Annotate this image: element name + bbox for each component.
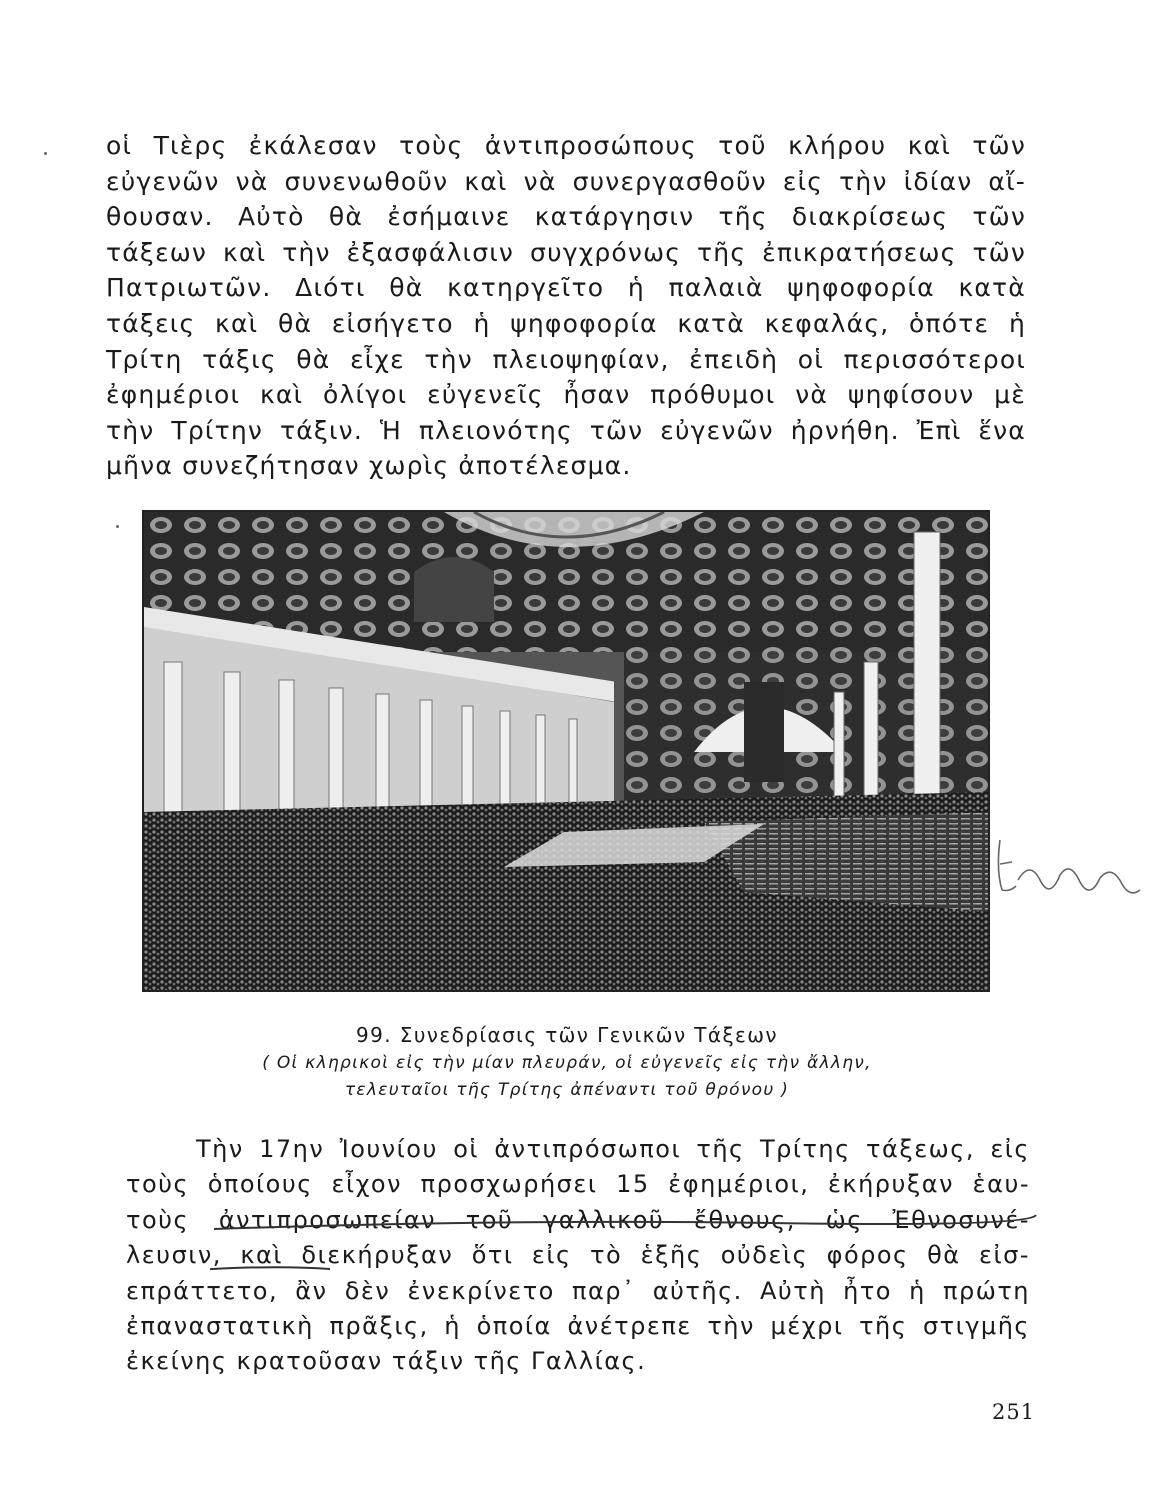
margin-note-drawing	[990, 820, 1150, 930]
text-line: Πατριωτῶν. Διότι θὰ κατηργεῖτο ἡ παλαιὰ ψηφοφορία κατὰ	[106, 273, 1026, 303]
text-line: τάξεις καὶ θὰ εἰσήγετο ἡ ψηφοφορία κατὰ κεφαλάς, ὁπότε ἡ	[106, 308, 1026, 338]
text-line: τὴν Τρίτην τάξιν. Ἡ πλειονότης τῶν εὐγενῶν ἠρνήθη. Ἐπὶ ἕνα	[106, 415, 1026, 445]
text-line: ἐπαναστατικὴ πρᾶξις, ἡ ὁποία ἀνέτρεπε τὴν μέχρι τῆς στιγμῆς	[126, 1312, 1030, 1341]
text-line: Τρίτη τάξις θὰ εἶχε τὴν πλειοψηφίαν, ἐπειδὴ οἱ περισσότεροι	[106, 344, 1026, 374]
caption-line: τελευταῖοι τῆς Τρίτης ἀπέναντι τοῦ θρόνου )	[344, 1080, 790, 1100]
text-line: τοὺς ὁποίους εἶχον προσχωρήσει 15 ἐφημέριοι, ἐκήρυξαν ἑαυ-	[126, 1170, 1030, 1199]
text-line: τοὺς ἀντιπροσωπείαν τοῦ γαλλικοῦ ἔθνους, ὡς Ἐθνοσυνέ-	[126, 1205, 1030, 1234]
paragraph-2	[126, 1132, 1030, 1380]
text-line: θουσαν. Αὐτὸ θὰ ἐσήμαινε κατάργησιν τῆς διακρίσεως τῶν	[106, 202, 1026, 232]
figure-caption	[142, 1020, 992, 1104]
engraving-estates-general	[142, 510, 990, 992]
text-line: ἐφημέριοι καὶ ὀλίγοι εὐγενεῖς ἦσαν πρόθυμοι νὰ ψηφίσουν μὲ	[106, 380, 1026, 410]
text-line: επράττετο, ἂν δὲν ἐνεκρίνετο παρ᾽ αὐτῆς. Αὐτὴ ἦτο ἡ πρώτη	[126, 1276, 1030, 1305]
caption-line: ( Οἱ κληρικοὶ εἰς τὴν μίαν πλευράν, οἱ εὐγενεῖς εἰς τὴν ἄλλην,	[262, 1053, 872, 1073]
text-line: τάξεων καὶ τὴν ἐξασφάλισιν συγχρόνως τῆς ἐπικρατήσεως τῶν	[106, 237, 1026, 267]
text-line: εὐγενῶν νὰ συνενωθοῦν καὶ νὰ συνεργασθοῦν εἰς τὴν ἰδίαν αἴ-	[106, 166, 1026, 196]
text-line: ἐκείνης κρατοῦσαν τάξιν τῆς Γαλλίας.	[126, 1347, 647, 1376]
text-line: λευσιν, καὶ διεκήρυξαν ὅτι εἰς τὸ ἑξῆς οὐδεὶς φόρος θὰ εἰσ-	[126, 1241, 1030, 1270]
text-line: μῆνα συνεζήτησαν χωρὶς ἀποτέλεσμα.	[106, 451, 632, 481]
text-line: οἱ Τιὲρς ἐκάλεσαν τοὺς ἀντιπροσώπους τοῦ κλήρου καὶ τῶν	[106, 131, 1026, 160]
hall-illustration	[144, 512, 990, 992]
text-line: Τὴν 17ην Ἰουνίου οἱ ἀντιπρόσωποι τῆς Τρίτης τάξεως, εἰς	[196, 1135, 1030, 1163]
paragraph-1	[106, 128, 1026, 484]
caption-title: 99. Συνεδρίασις τῶν Γενικῶν Τάξεων	[356, 1023, 778, 1047]
handwritten-margin-note	[990, 820, 1150, 930]
page-number: 251	[992, 1400, 1036, 1424]
margin-speck	[44, 152, 47, 155]
margin-speck	[116, 525, 119, 528]
